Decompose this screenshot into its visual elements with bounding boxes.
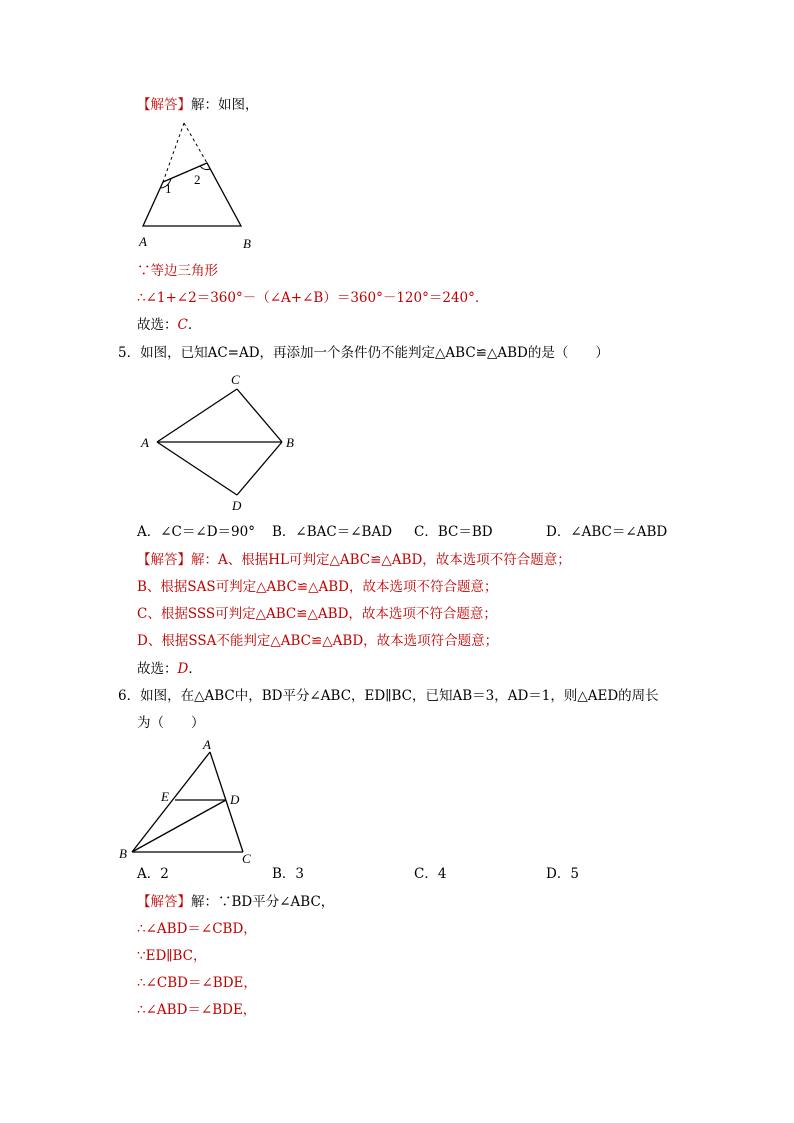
label-B: B (243, 236, 251, 251)
q5-answer-line-3: C、根据SSS可判定△ABC≌△ABD，故本选项不符合题意； (137, 606, 497, 622)
choice-d: D．5 (546, 866, 579, 882)
q6-answer-line-2: ∴∠ABD＝∠CBD， (137, 921, 257, 937)
final-choice: C (177, 317, 188, 333)
q5-answer-line-2: B、根据SAS可判定△ABC≌△ABD，故本选项不符合题意； (137, 579, 498, 595)
q5-answer-line-1 (137, 551, 571, 569)
q6-answer-line-3: ∵ED∥BC， (137, 948, 207, 964)
choice-c: C．BC＝BD (414, 524, 493, 540)
answer-intro: 解：如图， (191, 97, 259, 113)
answer-heading: 【解答】 (137, 97, 191, 113)
q6-answer-line-5: ∴∠ABD＝∠BDE， (137, 1002, 257, 1018)
figure-quadrilateral (143, 163, 241, 226)
segment-DB (237, 442, 282, 495)
figure-dashed-left (163, 123, 184, 182)
answer-text: 解：A、根据HL可判定△ABC≌△ABD，故本选项不符合题意； (191, 552, 571, 568)
choice-d: D．∠ABC＝∠ABD (546, 524, 668, 540)
q4-answer-line (137, 96, 259, 114)
q4-final-answer (137, 316, 201, 334)
label-B: B (286, 435, 294, 450)
q5-stem: 5．如图，已知AC=AD，再添加一个条件仍不能判定△ABC≌△ABD的是（ ） (118, 345, 609, 361)
choice-a: A．2 (137, 866, 169, 882)
label-D: D (230, 792, 240, 807)
label-B: B (119, 846, 127, 861)
q4-figure (130, 118, 270, 253)
final-prefix: 故选： (137, 317, 178, 333)
q6-answer-line-1 (137, 893, 334, 911)
segment-AD (157, 442, 237, 495)
choice-b: B．∠BAC＝∠BAD (272, 524, 393, 540)
q5-figure (135, 370, 315, 515)
label-A: A (141, 435, 149, 450)
label-A: A (139, 234, 147, 249)
q5-choices (137, 523, 667, 541)
q4-reason-2: ∴∠1+∠2＝360°－（∠A+∠B）＝360°－120°＝240°． (137, 290, 489, 306)
final-choice: D (177, 661, 189, 677)
final-prefix: 故选： (137, 661, 178, 677)
final-suffix: ． (187, 317, 202, 333)
final-suffix: ． (188, 661, 202, 677)
segment-AB (132, 752, 210, 852)
label-C: C (231, 372, 240, 387)
label-A: A (203, 737, 211, 752)
segment-AC (157, 389, 237, 442)
q6-answer-line-4: ∴∠CBD＝∠BDE， (137, 975, 257, 991)
choice-c: C．4 (414, 866, 447, 882)
label-C: C (242, 851, 251, 866)
answer-heading: 【解答】 (137, 894, 191, 910)
figure-dashed-right (184, 123, 207, 163)
q6-choices (137, 865, 579, 883)
q6-stem-line-1: 6．如图，在△ABC中，BD平分∠ABC，ED∥BC，已知AB＝3，AD＝1，则△AED的周长 (118, 688, 659, 704)
label-D: D (232, 498, 242, 513)
answer-heading: 【解答】 (137, 552, 191, 568)
q6-figure (115, 736, 265, 866)
q6-stem-line-2: 为（ ） (137, 715, 205, 731)
choice-a: A．∠C＝∠D＝90° (137, 524, 255, 540)
q5-answer-line-4: D、根据SSA不能判定△ABC≌△ABD，故本选项符合题意； (137, 633, 499, 649)
label-2: 2 (194, 172, 201, 187)
q4-reason-1: ∵等边三角形 (137, 263, 218, 279)
segment-CB (237, 389, 282, 442)
choice-b: B．3 (272, 866, 305, 882)
label-E: E (161, 789, 169, 804)
label-1: 1 (165, 181, 172, 196)
segment-BD (132, 800, 226, 852)
answer-text: 解：∵BD平分∠ABC， (191, 894, 335, 910)
q5-final-answer (137, 660, 202, 678)
